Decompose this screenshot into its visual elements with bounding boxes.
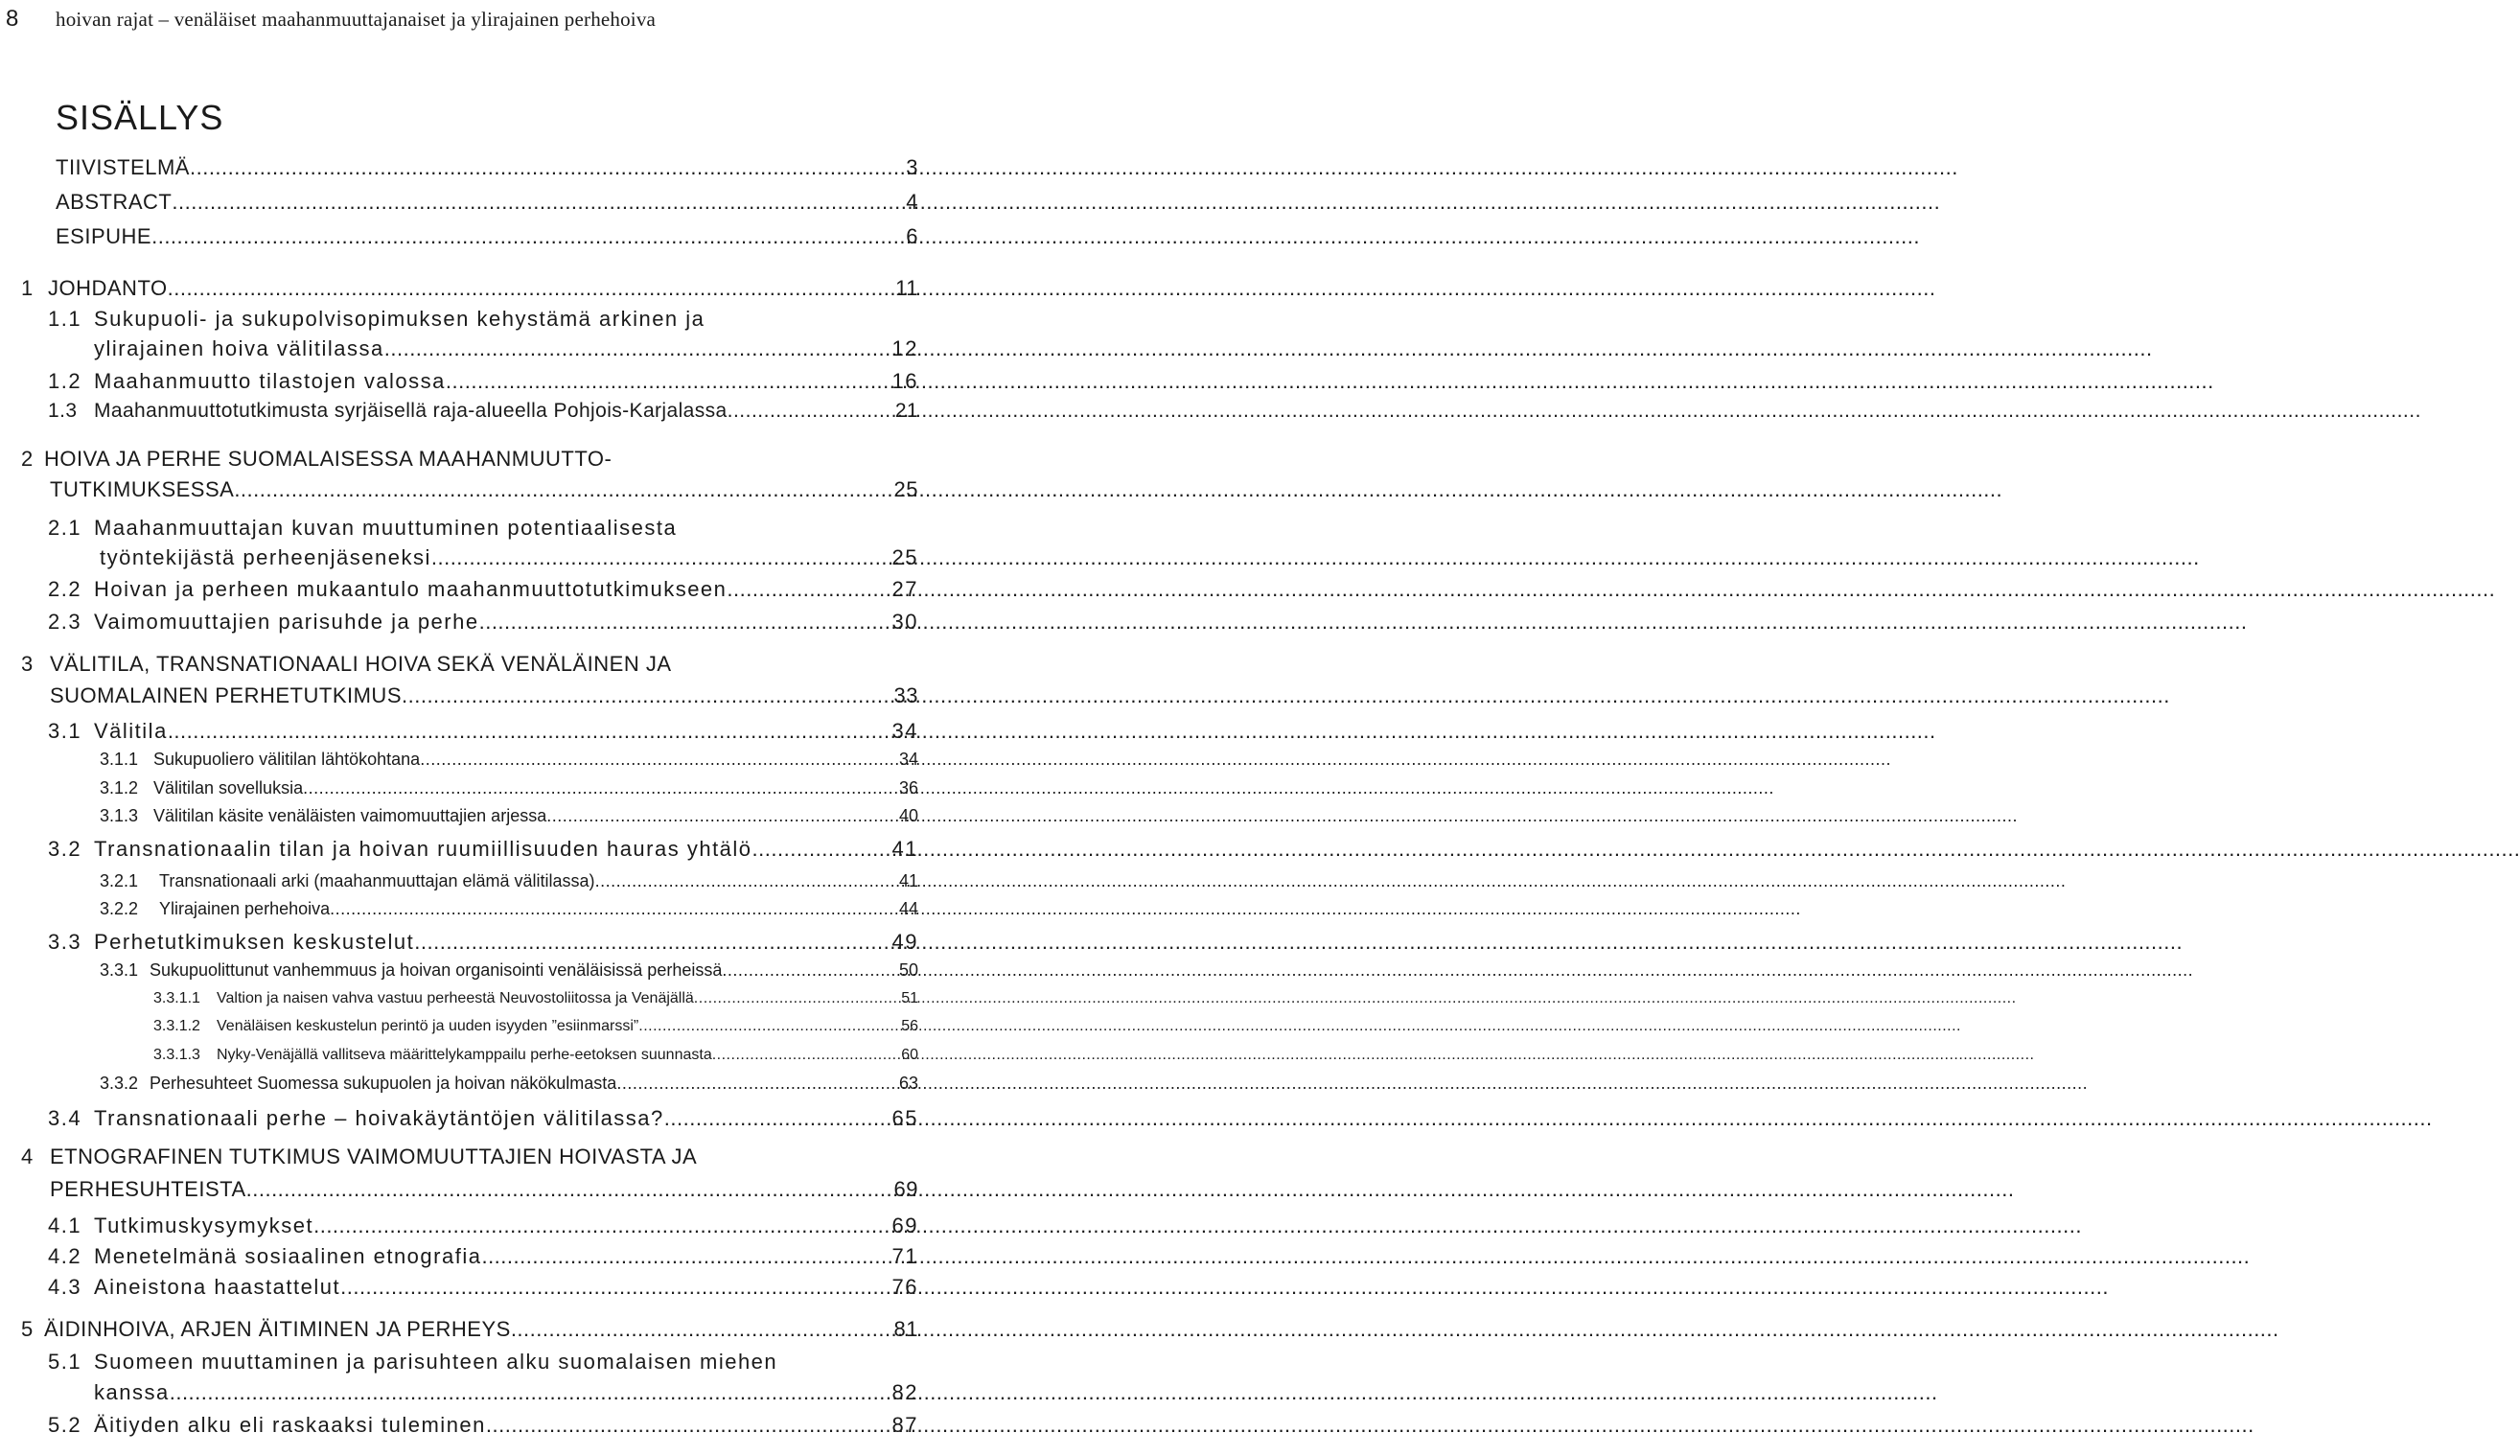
toc-entry-page: 60	[901, 1047, 918, 1063]
toc-entry	[56, 224, 918, 249]
toc-dot-leader	[151, 224, 902, 249]
toc-entry	[48, 400, 918, 423]
toc-entry	[48, 336, 918, 361]
toc-dot-leader	[722, 960, 895, 981]
toc-dot-leader	[479, 610, 889, 635]
toc-entry-label: TUTKIMUKSESSA	[50, 477, 235, 501]
toc-entry	[56, 190, 918, 215]
toc-dot-leader	[168, 276, 892, 301]
toc-entry-label: Sukupuolittunut vanhemmuus ja hoivan organisointi venäläisissä perheissä	[150, 960, 723, 980]
toc-entry-page: 56	[901, 1018, 918, 1034]
toc-entry-page: 34	[891, 719, 918, 743]
table-of-contents	[0, 0, 920, 1456]
toc-entry	[153, 1047, 918, 1064]
toc-entry-number: 1.2	[48, 369, 82, 393]
toc-entry-label: Maahanmuuttajan kuvan muuttuminen potentiaalisesta	[94, 516, 678, 540]
toc-entry	[21, 683, 918, 708]
toc-entry	[100, 750, 918, 770]
toc-entry	[48, 1275, 918, 1300]
toc-dot-leader	[481, 1244, 888, 1269]
toc-entry-label: Maahanmuutto tilastojen valossa	[94, 369, 446, 393]
toc-entry	[21, 1317, 918, 1342]
toc-entry	[153, 1018, 918, 1035]
toc-entry	[21, 447, 918, 472]
toc-entry-label: Nyky-Venäjällä vallitseva määrittelykamppailu perhe-eetoksen suunnasta	[217, 1047, 712, 1063]
toc-entry-number: 3.2.2	[100, 899, 139, 918]
toc-entry	[21, 1177, 918, 1202]
toc-entry	[21, 652, 918, 677]
toc-entry-label: työntekijästä perheenjäseneksi	[100, 545, 431, 569]
toc-entry-page: 33	[893, 683, 918, 707]
toc-entry-number: 3.3	[48, 930, 82, 954]
toc-entry-number: 3.4	[48, 1106, 82, 1130]
toc-entry-label: Suomeen muuttaminen ja parisuhteen alku suomalaisen miehen	[94, 1350, 778, 1374]
toc-entry-number: 3.3.2	[100, 1074, 139, 1093]
toc-entry-page: 63	[898, 1074, 918, 1093]
toc-entry-number: 4	[21, 1144, 34, 1168]
toc-dot-leader	[446, 369, 889, 394]
toc-entry	[48, 930, 918, 955]
toc-entry-number: 1.1	[48, 307, 82, 331]
toc-entry	[48, 719, 918, 744]
toc-entry-page: 11	[895, 276, 918, 300]
toc-entry-page: 50	[898, 960, 918, 980]
toc-entry-label: PERHESUHTEISTA	[50, 1177, 246, 1201]
toc-entry-page: 21	[894, 400, 918, 422]
toc-entry-label: Transnationaalin tilan ja hoivan ruumiillisuuden hauras yhtälö	[94, 837, 752, 861]
toc-entry	[21, 477, 918, 502]
toc-entry-label: Valtion ja naisen vahva vastuu perheestä Neuvostoliitossa ja Venäjällä	[217, 990, 694, 1006]
toc-dot-leader	[752, 837, 889, 862]
toc-entry-label: Maahanmuuttotutkimusta syrjäisellä raja-alueella Pohjois-Karjalassa	[94, 400, 728, 422]
toc-entry-number: 3.2	[48, 837, 82, 861]
toc-entry	[56, 155, 918, 180]
toc-entry-page: 4	[906, 190, 918, 214]
toc-dot-leader	[246, 1177, 890, 1202]
toc-entry-page: 87	[891, 1413, 918, 1437]
toc-entry-label: kanssa	[94, 1380, 170, 1404]
toc-entry-label: Tutkimuskysymykset	[94, 1213, 314, 1237]
toc-entry	[153, 990, 918, 1007]
toc-entry-number: 3.2.1	[100, 871, 139, 890]
toc-entry-label: ylirajainen hoiva välitilassa	[94, 336, 384, 360]
toc-dot-leader	[664, 1106, 889, 1131]
toc-entry-page: 27	[891, 577, 918, 601]
toc-dot-leader	[486, 1413, 889, 1438]
toc-entry-label: Perhesuhteet Suomessa sukupuolen ja hoivan näkökulmasta	[150, 1074, 617, 1093]
toc-entry-page: 30	[891, 610, 918, 634]
toc-entry-number: 5	[21, 1317, 34, 1341]
toc-entry	[100, 806, 918, 826]
toc-entry-page: 36	[898, 778, 918, 797]
toc-dot-leader	[616, 1074, 895, 1094]
toc-entry	[48, 516, 918, 541]
toc-entry-number: 3.1.2	[100, 778, 139, 797]
toc-entry-page: 71	[891, 1244, 918, 1268]
toc-entry-number: 3.3.1.3	[153, 1047, 200, 1063]
toc-entry-number: 3.3.1	[100, 960, 139, 980]
toc-entry-page: 81	[893, 1317, 918, 1341]
toc-entry-number: 2.2	[48, 577, 82, 601]
toc-entry-label: ESIPUHE	[56, 224, 152, 248]
toc-entry	[48, 610, 918, 635]
toc-dot-leader	[712, 1047, 897, 1064]
toc-entry-number: 2.1	[48, 516, 82, 540]
toc-dot-leader	[340, 1275, 888, 1300]
toc-entry-label: Ylirajainen perhehoiva	[159, 899, 331, 918]
toc-entry	[21, 1144, 918, 1169]
toc-entry-page: 65	[891, 1106, 918, 1130]
toc-entry-page: 3	[906, 155, 918, 179]
toc-entry-page: 49	[891, 930, 918, 954]
toc-entry-page: 34	[898, 750, 918, 769]
running-title: hoivan rajat – venäläiset maahanmuuttajanaiset ja ylirajainen perhehoiva	[56, 8, 657, 31]
toc-dot-leader	[431, 545, 889, 570]
toc-entry-page: 12	[891, 336, 918, 360]
toc-entry-number: 3.3.1.2	[153, 1018, 200, 1034]
toc-entry-page: 41	[891, 837, 918, 861]
toc-entry-label: JOHDANTO	[48, 276, 168, 300]
toc-entry-page: 6	[906, 224, 918, 248]
toc-entry-page: 25	[893, 477, 918, 501]
toc-entry	[48, 307, 918, 332]
toc-entry-page: 41	[898, 871, 918, 890]
toc-entry-label: Vaimomuuttajien parisuhde ja perhe	[94, 610, 479, 634]
toc-entry	[48, 1380, 918, 1405]
toc-dot-leader	[414, 930, 888, 955]
toc-entry-number: 3.3.1.1	[153, 990, 200, 1006]
toc-entry	[48, 1213, 918, 1238]
toc-entry-number: 5.2	[48, 1413, 82, 1437]
toc-dot-leader	[234, 477, 890, 502]
toc-entry	[48, 837, 918, 862]
toc-entry-page: 40	[898, 806, 918, 825]
toc-entry	[100, 960, 918, 981]
toc-entry	[48, 369, 918, 394]
toc-entry-label: Hoivan ja perheen mukaantulo maahanmuuttotutkimukseen	[94, 577, 728, 601]
toc-entry-page: 76	[891, 1275, 918, 1299]
toc-entry-number: 3.1	[48, 719, 82, 743]
toc-entry-label: Välitilan sovelluksia	[153, 778, 304, 797]
toc-entry-number: 3.1.3	[100, 806, 139, 825]
toc-entry	[100, 871, 918, 891]
toc-entry-number: 4.3	[48, 1275, 82, 1299]
toc-dot-leader	[168, 719, 889, 744]
toc-dot-leader	[728, 400, 891, 423]
toc-entry-page: 25	[891, 545, 918, 569]
toc-entry	[48, 1244, 918, 1269]
toc-entry	[21, 276, 918, 301]
toc-dot-leader	[170, 1380, 889, 1405]
toc-dot-leader	[638, 1018, 897, 1035]
toc-entry	[48, 1350, 918, 1375]
toc-entry-label: Venäläisen keskustelun perintö ja uuden isyyden ”esiinmarssi”	[217, 1018, 639, 1034]
toc-entry-label: Aineistona haastattelut	[94, 1275, 341, 1299]
toc-dot-leader	[511, 1317, 890, 1342]
toc-entry-number: 3.1.1	[100, 750, 139, 769]
toc-entry-label: Transnationaali perhe – hoivakäytäntöjen välitilassa?	[94, 1106, 664, 1130]
toc-entry-number: 4.1	[48, 1213, 82, 1237]
toc-entry-number: 2	[21, 447, 34, 471]
toc-dot-leader	[330, 899, 895, 919]
page-number: 8	[6, 6, 19, 32]
toc-entry-label: ETNOGRAFINEN TUTKIMUS VAIMOMUUTTAJIEN HOIVASTA JA	[50, 1144, 698, 1168]
toc-entry-label: SUOMALAINEN PERHETUTKIMUS	[50, 683, 402, 707]
toc-entry-label: Menetelmänä sosiaalinen etnografia	[94, 1244, 482, 1268]
toc-entry-page: 44	[898, 899, 918, 918]
toc-entry-page: 16	[891, 369, 918, 393]
toc-dot-leader	[420, 750, 895, 770]
toc-entry-label: Välitila	[94, 719, 168, 743]
toc-entry-label: Perhetutkimuksen keskustelut	[94, 930, 415, 954]
toc-entry	[48, 1106, 918, 1131]
toc-entry	[100, 1074, 918, 1094]
toc-entry	[48, 545, 918, 570]
toc-entry	[48, 577, 918, 602]
toc-entry-page: 69	[893, 1177, 918, 1201]
toc-dot-leader	[384, 336, 889, 361]
toc-entry-label: Sukupuoli- ja sukupolvisopimuksen kehystämä arkinen ja	[94, 307, 705, 331]
toc-entry-number: 1	[21, 276, 34, 300]
toc-dot-leader	[303, 778, 895, 798]
toc-entry-number: 3	[21, 652, 34, 676]
toc-dot-leader	[402, 683, 890, 708]
toc-dot-leader	[595, 871, 895, 891]
toc-entry	[100, 899, 918, 919]
toc-entry-page: 82	[891, 1380, 918, 1404]
toc-dot-leader	[172, 190, 902, 215]
toc-entry-page: 51	[901, 990, 918, 1006]
toc-dot-leader	[694, 990, 897, 1007]
toc-entry-label: TIIVISTELMÄ	[56, 155, 190, 179]
toc-entry-number: 5.1	[48, 1350, 82, 1374]
toc-entry-label: HOIVA JA PERHE SUOMALAISESSA MAAHANMUUTTO-	[44, 447, 613, 471]
toc-entry-page: 69	[891, 1213, 918, 1237]
toc-entry-label: ABSTRACT	[56, 190, 173, 214]
toc-entry	[48, 1413, 918, 1438]
toc-entry-number: 4.2	[48, 1244, 82, 1268]
toc-entry-label: Transnationaali arki (maahanmuuttajan elämä välitilassa)	[159, 871, 595, 890]
toc-title: SISÄLLYS	[56, 98, 224, 137]
toc-entry	[100, 778, 918, 798]
toc-dot-leader	[546, 806, 895, 826]
toc-entry-label: Sukupuoliero välitilan lähtökohtana	[153, 750, 421, 769]
toc-dot-leader	[190, 155, 902, 180]
toc-entry-label: ÄIDINHOIVA, ARJEN ÄITIMINEN JA PERHEYS	[44, 1317, 511, 1341]
toc-dot-leader	[727, 577, 888, 602]
toc-entry-number: 1.3	[48, 400, 78, 422]
toc-entry-label: Välitilan käsite venäläisten vaimomuuttajien arjessa	[153, 806, 547, 825]
toc-dot-leader	[313, 1213, 888, 1238]
toc-entry-label: Äitiyden alku eli raskaaksi tuleminen	[94, 1413, 486, 1437]
toc-entry-label: VÄLITILA, TRANSNATIONAALI HOIVA SEKÄ VENÄLÄINEN JA	[50, 652, 672, 676]
toc-entry-number: 2.3	[48, 610, 82, 634]
